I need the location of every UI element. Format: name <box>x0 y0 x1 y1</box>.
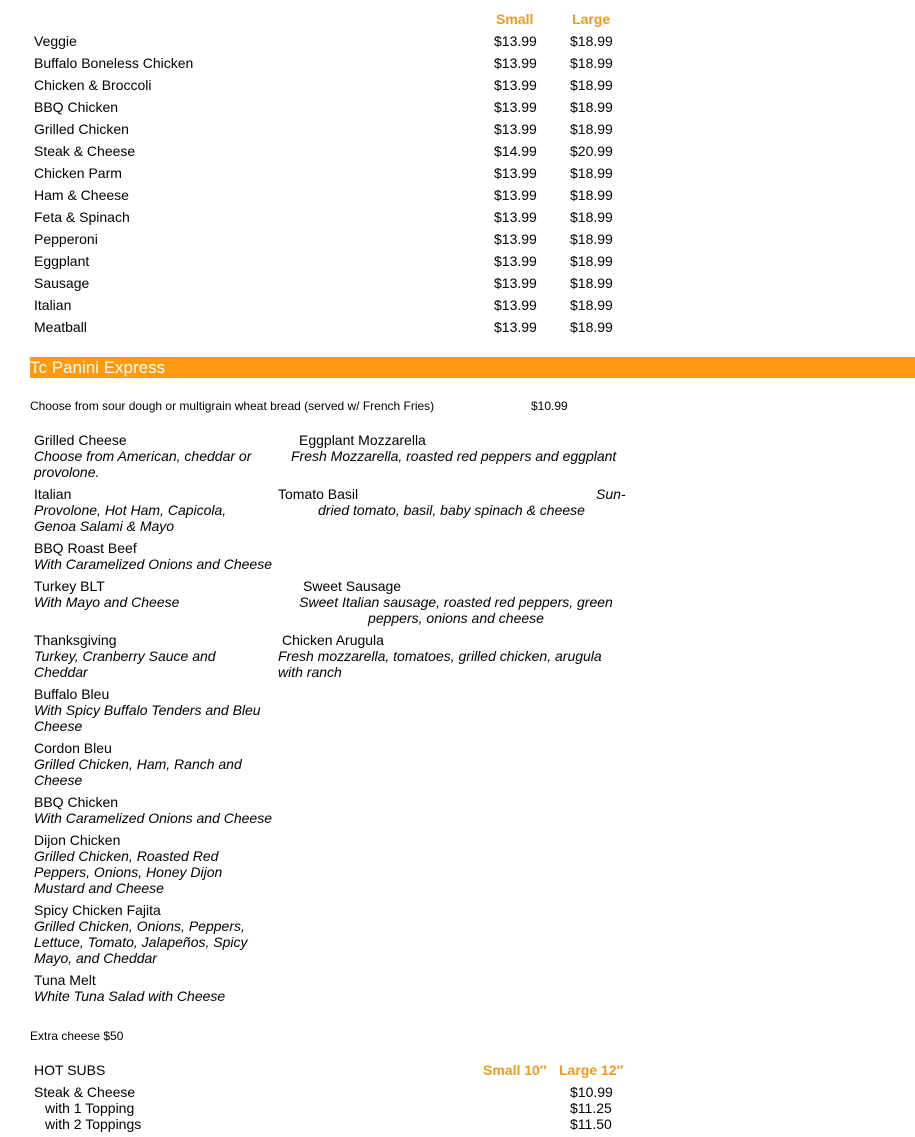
price-small: $13.99 <box>494 319 537 335</box>
panini-desc: Choose from American, cheddar or provolone. <box>34 448 252 480</box>
section-header-band <box>30 357 915 378</box>
price-small: $13.99 <box>494 209 537 225</box>
price-small: $13.99 <box>494 275 537 291</box>
menu-item-name: BBQ Chicken <box>34 99 119 115</box>
panini-name: Eggplant Mozzarella <box>299 432 426 448</box>
panini-name: Cordon Bleu <box>34 740 112 756</box>
price-large: $18.99 <box>570 77 613 93</box>
panini-name: Grilled Cheese <box>34 432 127 448</box>
price-small: $14.99 <box>494 143 537 159</box>
price-small: $13.99 <box>494 33 537 49</box>
panini-intro: Choose from sour dough or multigrain wheat bread (served w/ French Fries) <box>30 399 435 413</box>
menu-item-name: Meatball <box>34 319 87 335</box>
panini-desc: With Caramelized Onions and Cheese <box>34 556 272 572</box>
panini-desc: With Caramelized Onions and Cheese <box>34 810 272 826</box>
price-small: $13.99 <box>494 99 537 115</box>
menu-item-name: Feta & Spinach <box>34 209 130 225</box>
menu-item-name: Eggplant <box>34 253 90 269</box>
sub-item-name: with 1 Topping <box>45 1100 135 1116</box>
menu-item-name: Veggie <box>34 33 77 49</box>
price-large: $18.99 <box>570 253 613 269</box>
menu-item-name: Sausage <box>34 275 90 291</box>
price-large: $10.99 <box>570 1084 613 1100</box>
panini-name: Thanksgiving <box>34 632 117 648</box>
panini-desc: With Mayo and Cheese <box>34 594 180 610</box>
price-large: $18.99 <box>570 275 613 291</box>
panini-desc: Grilled Chicken, Roasted Red Peppers, Onions, Honey Dijon Mustard and Cheese <box>34 848 223 896</box>
price-small: $13.99 <box>494 297 537 313</box>
panini-desc: Provolone, Hot Ham, Capicola, Genoa Salami & Mayo <box>34 502 227 534</box>
price-small: $13.99 <box>494 121 537 137</box>
price-large: $18.99 <box>570 231 613 247</box>
panini-price: $10.99 <box>531 399 568 413</box>
panini-desc: Sweet Italian sausage, roasted red peppers, green peppers, onions and cheese <box>299 594 613 626</box>
menu-item-name: Steak & Cheese <box>34 143 136 159</box>
price-large: $18.99 <box>570 187 613 203</box>
price-small: $13.99 <box>494 231 537 247</box>
price-large: $18.99 <box>570 99 613 115</box>
panini-desc: Fresh Mozzarella, roasted red peppers and eggplant <box>291 448 617 464</box>
panini-desc: Grilled Chicken, Ham, Ranch and Cheese <box>34 756 242 788</box>
price-large: $11.25 <box>570 1100 612 1116</box>
panini-desc: With Spicy Buffalo Tenders and Bleu Cheese <box>34 702 261 734</box>
panini-name: Italian <box>34 486 72 502</box>
panini-name: Spicy Chicken Fajita <box>34 902 161 918</box>
price-small: $13.99 <box>494 165 537 181</box>
panini-name: Dijon Chicken <box>34 832 121 848</box>
price-large: $18.99 <box>570 55 613 71</box>
hot-subs-title: HOT SUBS <box>34 1062 106 1078</box>
menu-item-name: Italian <box>34 297 72 313</box>
panini-name: Tuna Melt <box>34 972 96 988</box>
panini-name: Chicken Arugula <box>282 632 384 648</box>
price-large: $18.99 <box>570 33 613 49</box>
menu-item-name: Buffalo Boneless Chicken <box>34 55 194 71</box>
price-large: $20.99 <box>570 143 613 159</box>
menu-item-name: Grilled Chicken <box>34 121 129 137</box>
price-small: $13.99 <box>494 77 537 93</box>
price-small: $13.99 <box>494 187 537 203</box>
price-large: $18.99 <box>570 209 613 225</box>
price-large: $18.99 <box>570 165 613 181</box>
col-header-large: Large 12″ <box>559 1062 624 1078</box>
menu-item-name: Chicken & Broccoli <box>34 77 152 93</box>
panini-desc: Turkey, Cranberry Sauce and Cheddar <box>34 648 216 680</box>
price-large: $18.99 <box>570 297 613 313</box>
panini-desc-start: Sun- <box>596 486 626 502</box>
panini-desc: Grilled Chicken, Onions, Peppers, Lettuce, Tomato, Jalapeños, Spicy Mayo, and Cheddar <box>34 918 248 966</box>
panini-name: Turkey BLT <box>34 578 105 594</box>
price-large: $18.99 <box>570 121 613 137</box>
panini-desc: Fresh mozzarella, tomatoes, grilled chicken, arugula with ranch <box>278 648 602 680</box>
panini-name: BBQ Roast Beef <box>34 540 137 556</box>
col-header-small: Small <box>496 11 534 27</box>
extra-cheese-note: Extra cheese $50 <box>30 1029 124 1043</box>
price-large: $18.99 <box>570 319 613 335</box>
sub-item-name: Steak & Cheese <box>34 1084 136 1100</box>
sub-item-name: with 2 Toppings <box>45 1116 142 1132</box>
section-title: Tc Panini Express <box>30 358 166 377</box>
col-header-small: Small 10″ <box>483 1062 547 1078</box>
panini-desc: dried tomato, basil, baby spinach & cheese <box>318 502 585 518</box>
panini-name: Tomato Basil <box>278 486 359 502</box>
panini-desc: White Tuna Salad with Cheese <box>34 988 226 1004</box>
panini-name: Sweet Sausage <box>303 578 402 594</box>
menu-item-name: Ham & Cheese <box>34 187 129 203</box>
panini-name: BBQ Chicken <box>34 794 119 810</box>
price-small: $13.99 <box>494 253 537 269</box>
col-header-large: Large <box>572 11 611 27</box>
panini-name: Buffalo Bleu <box>34 686 110 702</box>
price-small: $13.99 <box>494 55 537 71</box>
price-large: $11.50 <box>570 1116 612 1132</box>
menu-item-name: Chicken Parm <box>34 165 122 181</box>
menu-item-name: Pepperoni <box>34 231 98 247</box>
